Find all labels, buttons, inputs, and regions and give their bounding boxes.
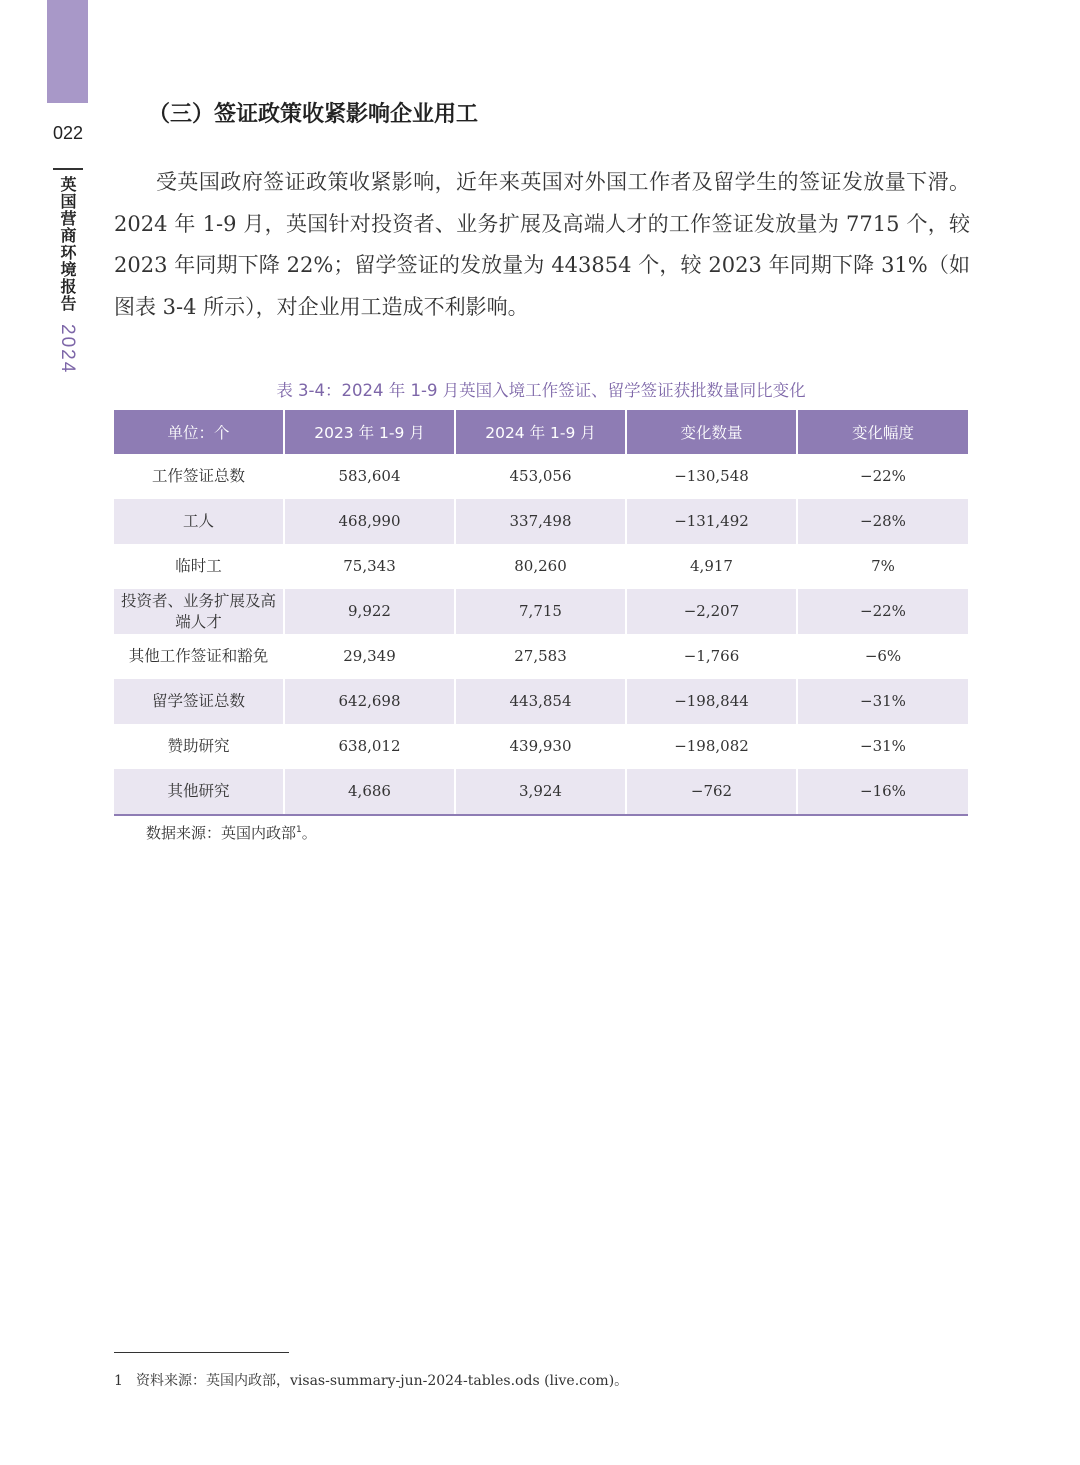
cell-change: −198,844 [626,679,797,724]
table-source-note [146,822,317,843]
row-label: 其他工作签证和豁免 [114,634,284,679]
cell-change-pct: −31% [860,737,906,755]
table-row [114,454,968,499]
body-paragraph: 受英国政府签证政策收紧影响，近年来英国对外国工作者及留学生的签证发放量下滑。2024 年 1-9 月，英国针对投资者、业务扩展及高端人才的工作签证发放量为 7715 个，较 2023 年同期下降 22%；留学签证的发放量为 443854 个，较 2023 年同期下降 31%（如图表 3-4 所示），对企业用工造成不利影响。 [114,170,970,319]
source-text: 数据来源：英国内政部 [146,824,297,842]
cell-change: −130,548 [626,454,797,499]
cell-change-pct: −16% [797,769,968,815]
cell-change: −131,492 [626,499,797,544]
running-title: 英国营商环境报告 [58,176,77,312]
cell-2024: 453,056 [455,454,626,499]
cell-2024: 27,583 [455,634,626,679]
row-label: 临时工 [114,544,284,589]
cell-2023: 638,012 [284,724,455,769]
footnote-ref[interactable]: 1 [296,825,302,835]
cell-2024: 337,498 [455,499,626,544]
footnote-divider [114,1352,289,1353]
source-end: 。 [301,824,317,842]
header-cell: 变化幅度 [797,410,968,454]
table-row [114,634,968,679]
footnote-number: 1 [114,1373,123,1389]
table-caption: 表 3-4：2024 年 1-9 月英国入境工作签证、留学签证获批数量同比变化 [276,381,806,400]
cell-change-pct: 7% [871,557,895,575]
cell-2023: 75,343 [284,544,455,589]
row-label: 赞助研究 [114,724,284,769]
row-label: 留学签证总数 [114,679,284,724]
section-heading: （三）签证政策收紧影响企业用工 [148,102,479,127]
header-cell: 2024 年 1-9 月 [455,410,626,454]
row-label: 投资者、业务扩展及高端人才 [114,589,284,634]
cell-change-pct: −22% [860,467,906,485]
side-color-bar [47,0,88,103]
page-number: 022 [52,123,84,143]
cell-change: −198,082 [626,724,797,769]
cell-2024: 443,854 [455,679,626,724]
running-title-year: 2024 [57,324,78,375]
cell-2023: 29,349 [284,634,455,679]
cell-2024: 80,260 [455,544,626,589]
table-row [114,679,968,724]
cell-2023: 583,604 [284,454,455,499]
row-label: 工作签证总数 [114,454,284,499]
row-label: 其他研究 [114,769,284,815]
visa-data-table [114,410,968,816]
side-divider [53,168,83,170]
cell-change: 4,917 [626,544,797,589]
cell-2024: 3,924 [455,769,626,815]
header-cell: 单位：个 [114,410,284,454]
header-cell: 2023 年 1-9 月 [284,410,455,454]
table-header-row [114,410,968,454]
table-row [114,499,968,544]
footnote-text: 资料来源：英国内政部，visas-summary-jun-2024-tables.ods (live.com)。 [136,1373,629,1389]
table-row [114,544,968,589]
cell-2023: 642,698 [284,679,455,724]
cell-2023: 4,686 [284,769,455,815]
cell-2024: 7,715 [455,589,626,634]
cell-change: −1,766 [626,634,797,679]
cell-change-pct: −31% [797,679,968,724]
row-label: 工人 [114,499,284,544]
cell-change-pct: −28% [797,499,968,544]
table-row [114,589,968,634]
cell-change: −2,207 [626,589,797,634]
cell-2024: 439,930 [455,724,626,769]
footnote [114,1370,628,1390]
table-row [114,724,968,769]
table-row [114,769,968,815]
cell-change-pct: −22% [797,589,968,634]
cell-2023: 468,990 [284,499,455,544]
cell-change-pct: −6% [864,647,902,665]
cell-2023: 9,922 [284,589,455,634]
header-cell: 变化数量 [626,410,797,454]
cell-change: −762 [626,769,797,815]
